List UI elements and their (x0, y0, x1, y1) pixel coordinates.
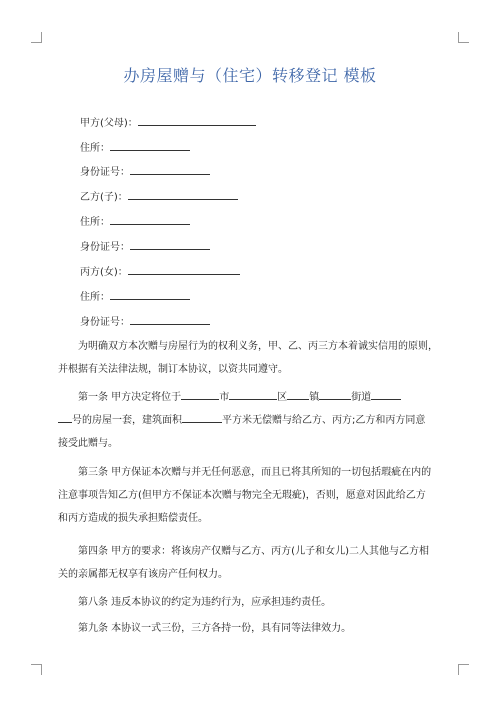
field-label: 丙方(女)： (80, 267, 128, 278)
field-label: 身份证号： (80, 317, 130, 328)
field-label: 甲方(父母)： (80, 118, 138, 129)
party-c-name-blank[interactable] (128, 264, 240, 275)
party-b-address-field (80, 214, 190, 230)
page-corner-mark-bottom-right (458, 664, 469, 675)
party-b-field (80, 189, 238, 205)
party-a-field (80, 115, 256, 131)
field-label: 住所： (80, 143, 110, 154)
article-1-text: 号的房屋一套，建筑面积 (72, 415, 182, 426)
field-label: 住所： (80, 292, 110, 303)
document-title: 办房屋赠与（住宅）转移登记 模板 (123, 66, 377, 85)
party-c-id-blank[interactable] (130, 314, 210, 325)
article-1-line-1 (58, 386, 446, 409)
area-blank[interactable] (182, 411, 222, 423)
article-3-line-2: 注意事项告知乙方(但甲方不保证本次赠与物完全无瑕疵)，否则，愿意对因此给乙方 (58, 490, 426, 501)
party-c-field (80, 264, 240, 280)
field-label: 住所： (80, 217, 110, 228)
party-c-address-field (80, 289, 190, 305)
article-1-text: 街道 (351, 392, 372, 403)
party-c-address-blank[interactable] (110, 289, 190, 300)
article-9-line: 第九条 本协议一式三份，三方各持一份，具有同等法律效力。 (78, 623, 352, 634)
party-b-id-field (80, 239, 210, 255)
town-blank[interactable] (287, 388, 309, 400)
page-corner-mark-top-left (31, 32, 42, 43)
party-a-name-blank[interactable] (138, 115, 256, 126)
article-1-line-2 (58, 409, 446, 432)
article-1-line-3: 接受此赠与。 (58, 438, 118, 449)
article-1-text: 镇 (309, 392, 320, 403)
article-4 (58, 540, 446, 586)
party-a-id-blank[interactable] (130, 164, 210, 175)
article-3-line-1: 第三条 甲方保证本次赠与并无任何恶意，而且已将其所知的一切包括瑕疵在内的 (78, 467, 432, 478)
article-4-line-2: 关的亲属都无权享有该房产任何权力。 (58, 569, 228, 580)
article-4-line-1: 第四条 甲方的要求：将该房产仅赠与乙方、丙方(儿子和女儿)二人其他与乙方相 (78, 546, 429, 557)
field-label: 身份证号： (80, 242, 130, 253)
party-a-address-blank[interactable] (110, 140, 190, 151)
party-b-address-blank[interactable] (110, 214, 190, 225)
intro-paragraph (58, 335, 446, 381)
party-b-name-blank[interactable] (128, 189, 238, 200)
party-a-address-field (80, 140, 190, 156)
street-blank[interactable] (319, 388, 351, 400)
article-3 (58, 461, 446, 530)
district-blank[interactable] (229, 388, 277, 400)
page-corner-mark-bottom-left (31, 664, 42, 675)
article-1-text: 平方米无偿赠与给乙方、丙方;乙方和丙方同意 (222, 415, 426, 426)
street-name-blank[interactable] (371, 388, 401, 400)
party-c-id-field (80, 314, 210, 330)
city-blank[interactable] (181, 388, 219, 400)
article-8-line: 第八条 违反本协议的约定为违约行为，应承担违约责任。 (78, 597, 332, 608)
party-b-id-blank[interactable] (130, 239, 210, 250)
article-1-text: 市 (219, 392, 230, 403)
intro-line-2: 并根据有关法律法规，制订本协议，以资共同遵守。 (58, 364, 288, 375)
article-9 (58, 617, 446, 640)
field-label: 乙方(子)： (80, 192, 128, 203)
house-number-blank[interactable] (58, 411, 72, 423)
page-corner-mark-top-right (458, 32, 469, 43)
article-1-text: 区 (277, 392, 288, 403)
article-1 (58, 386, 446, 455)
article-1-text: 第一条 甲方决定将位于 (78, 392, 182, 403)
article-8 (58, 591, 446, 614)
article-3-line-3: 和丙方造成的损失承担赔偿责任。 (58, 513, 208, 524)
field-label: 身份证号： (80, 167, 130, 178)
party-a-id-field (80, 164, 210, 180)
intro-line-1: 为明确双方本次赠与房屋行为的权利义务，甲、乙、丙三方本着诚实信用的原则， (78, 341, 438, 352)
